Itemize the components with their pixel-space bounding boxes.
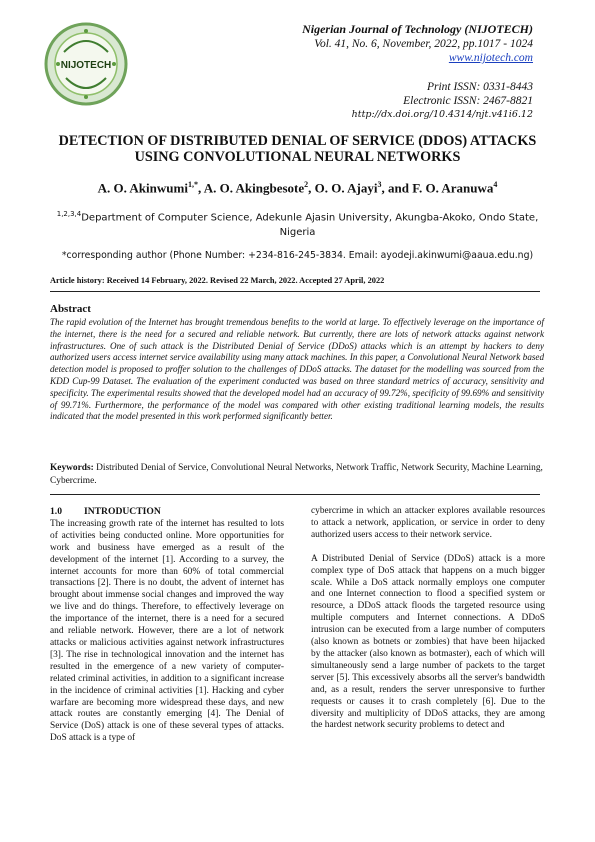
corresponding-author: *corresponding author (Phone Number: +234-816-245-3834. Email: ayodeji.akinwumi@aaua.edu.ng) — [61, 250, 534, 261]
divider — [50, 494, 540, 495]
author-list: A. O. Akinwumi$^{1,*}$, A. O. Akingbesote$^2$, O. O. Ajayi$^3$, and F. O. Aranuwa$^4$ — [97, 180, 498, 196]
doi-link[interactable]: http://dx.doi.org/10.4314/njt.v41i6.12 — [351, 109, 533, 120]
affiliation: $^{1,2,3,4}$Department of Computer Science, Adekunle Ajasin University, Akungba-Akoko, Ondo State, Nigeria — [56, 210, 539, 239]
paragraph: cybercrime in which an attacker explores available resources to attack a network, application, or service in order to deny authorized users access to their network service. — [311, 506, 545, 540]
body-column-left — [50, 506, 284, 757]
abstract-heading: Abstract — [50, 303, 91, 315]
print-issn: Print ISSN: 0331-8443 — [426, 81, 533, 93]
electronic-issn: Electronic ISSN: 2467-8821 — [403, 95, 533, 107]
paragraph: A Distributed Denial of Service (DDoS) attack is a more complex type of DoS attack that happens on a much bigger scale. While a DoS attack normally employs one computer and one Internet connection to flood a specified system or resource, a DDoS attack floods the targeted resource using multiple computers and Internet connections. A DDoS intrusion can be executed from a large number of computers (also known as botnets or zombies) that have been hijacked by the attacker (also known as botmaster), each of which will simultaneously send a large number of packets to the target server [5]. This excessively absorbs all the server's bandwidth and, as a result, renders the server unresponsive to further requests or causes it to crash completely [6]. Due to the diversity and multiplicity of DDoS attacks, they are among the hardest network security problems to detect and — [311, 553, 545, 731]
abstract-text: The rapid evolution of the Internet has brought tremendous benefits to the world at large. To effectively leverage on the importance of the internet, there is the need for a secured and reliable network. But currently, there are lots of network attacks against network infrastructures. One of such attack is the Distributed Denial of Service (DDoS) attacks which is an attempt by hackers to deny authorized users access internet service availability using many attack machines. In this paper, a Convolutional Neural Network based detection model is proposed to proffer solution to the challenges of DDoS attacks. The dataset for the modelling was sourced from the KDD Cup-99 Dataset. The evaluation of the experiment conducted was based on three standard metrics of accuracy, sensitivity and specificity. The experimental results showed that the developed model had an accuracy of 99.72%, specificity of 99.69% and sensitivity of 99.71%. Furthermore, the performance of the model was compared with other existing traditional learning models, the results indicated that the model presented in this work performed significantly better. — [50, 317, 544, 422]
keywords — [50, 462, 544, 488]
author-name: O. O. Ajayi — [314, 180, 378, 196]
journal-url-link[interactable]: www.nijotech.com — [448, 52, 533, 64]
author-affiliation-mark: 4 — [493, 180, 498, 189]
author-affiliation-mark: 2 — [304, 180, 309, 189]
logo-text: NIJOTECH — [60, 60, 112, 71]
section-number: 1.0 — [50, 506, 62, 517]
nijotech-logo — [44, 22, 128, 106]
section-title: INTRODUCTION — [84, 506, 161, 517]
author-affiliation-mark: 1,* — [187, 180, 198, 189]
article-history: Article history: Received 14 February, 2022. Revised 22 March, 2022. Accepted 27 April, 2022 — [50, 276, 385, 285]
section-heading — [50, 506, 284, 518]
journal-name: Nigerian Journal of Technology (NIJOTECH) — [302, 22, 533, 36]
journal-volume: Vol. 41, No. 6, November, 2022, pp.1017 - 1024 — [314, 38, 533, 50]
affiliation-mark: 1,2,3,4 — [56, 210, 82, 218]
keywords-list: Distributed Denial of Service, Convolutional Neural Networks, Network Traffic, Network Security, Machine Learning, Cybercrime. — [50, 463, 543, 486]
keywords-label: Keywords: — [50, 463, 94, 473]
paper-title: DETECTION OF DISTRIBUTED DENIAL OF SERVICE (DDOS) ATTACKS USING CONVOLUTIONAL NEURAL NETWORKS — [58, 133, 537, 165]
author-name: F. O. Aranuwa — [412, 180, 494, 196]
body-column-right — [311, 506, 545, 744]
author-affiliation-mark: 3 — [377, 180, 382, 189]
paragraph: The increasing growth rate of the internet has resulted to lots of activities being conducted online. More opportunities for work and business have emerged as a result of the development of the internet [1]. According to a survey, the internet accounts for more than 60% of total commercial transactions [2]. There is no doubt, the advent of internet has brought about immense social changes and improved the way we live and do things. Therefore, to effectively leverage on the importance of the internet, there is a need for a secured and reliable network. However, there are a lot of network attacks or malicious activities against network infrastructures [3]. The rise in technological innovation and the internet has resulted in the emergence of a new variety of computer-related criminal activities, in addition to a significant increase in the incidence of criminal activities [1]. Hacking and cyber warfare are becoming more widespread these days, and new attack routes are constantly emerging [4]. The Denial of Service (DoS) attack is one of these several types of attacks. DoS attack is a type of — [50, 518, 284, 744]
author-name: A. O. Akinwumi — [97, 180, 188, 196]
divider — [50, 291, 540, 292]
author-name: A. O. Akingbesote — [203, 180, 305, 196]
